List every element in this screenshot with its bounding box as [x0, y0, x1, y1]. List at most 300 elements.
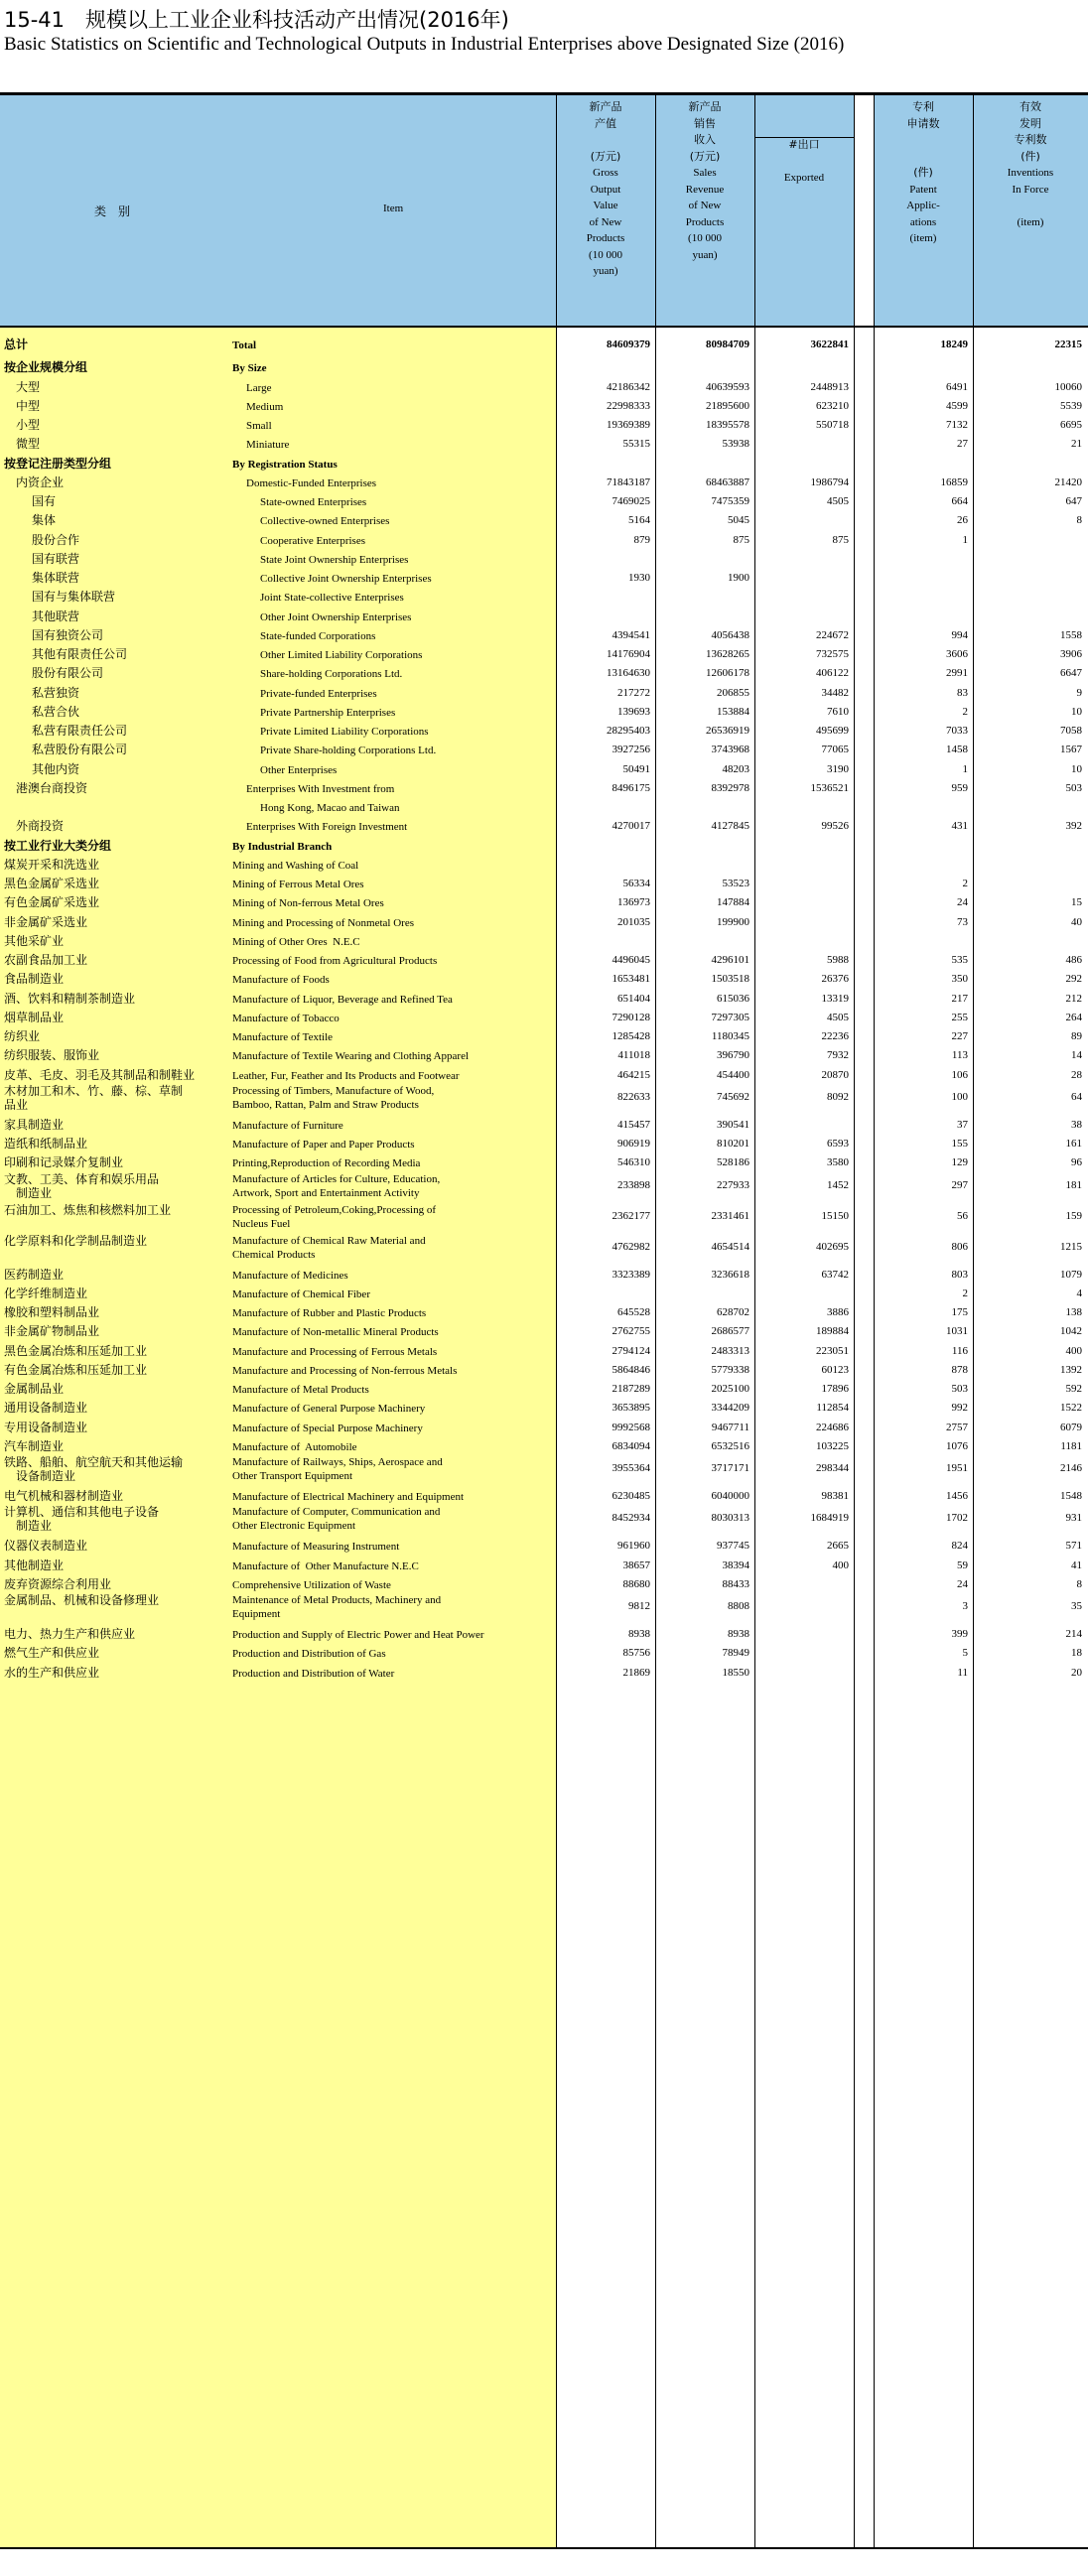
- table-row: [0, 1266, 1088, 1285]
- row-label-en: Joint State-collective Enterprises: [260, 592, 404, 605]
- table-row: [0, 397, 1088, 416]
- cell-value: 297: [951, 1178, 968, 1191]
- row-label-cn: 家具制造业: [4, 1117, 65, 1132]
- row-label-en: Cooperative Enterprises: [260, 534, 365, 547]
- row-label-cn: 有色金属冶炼和压延加工业: [4, 1362, 148, 1377]
- row-label-en: Total: [232, 339, 257, 351]
- row-label-en: Processing of Petroleum,Coking,Processing of Nucleus Fuel: [232, 1203, 437, 1230]
- cell-value: 24: [957, 1577, 968, 1590]
- cell-value: 227: [951, 1030, 968, 1042]
- cell-value: 21420: [1054, 475, 1082, 488]
- row-label-cn: 橡胶和塑料制品业: [4, 1305, 100, 1319]
- row-label-cn: 非金属矿物制品业: [4, 1324, 100, 1339]
- cell-value: 7058: [1060, 725, 1082, 737]
- cell-value: 1702: [946, 1512, 968, 1525]
- header-line: Inventions: [1007, 167, 1054, 179]
- cell-value: 732575: [816, 648, 849, 660]
- table-row: [0, 550, 1088, 569]
- cell-value: 9812: [628, 1600, 650, 1612]
- cell-value: 40: [1071, 915, 1082, 928]
- header-line: 销售: [694, 116, 716, 130]
- row-label-cn: 集体: [32, 513, 57, 528]
- header-line: (件): [1020, 149, 1040, 163]
- table-row: [0, 951, 1088, 970]
- row-label-en: Manufacture of Medicines: [232, 1269, 348, 1282]
- cell-value: 1536521: [810, 781, 849, 794]
- cell-value: 189884: [816, 1325, 849, 1338]
- header-col-gross-output: [556, 95, 655, 326]
- row-label-cn: 医药制造业: [4, 1267, 65, 1282]
- row-label-en: Manufacture of Chemical Raw Material and Chemical Products: [232, 1234, 426, 1261]
- row-label-en: Private Share-holding Corporations Ltd.: [260, 745, 437, 757]
- cell-value: 8808: [728, 1600, 749, 1612]
- cell-value: 8938: [628, 1628, 650, 1640]
- table-row: [0, 798, 1088, 817]
- cell-value: 6230485: [612, 1490, 650, 1502]
- cell-value: 1986794: [810, 475, 849, 488]
- header-line: (item): [909, 232, 937, 244]
- row-label-cn: 印刷和记录媒介复制业: [4, 1155, 124, 1170]
- cell-value: 4270017: [612, 820, 650, 833]
- header-line: Exported: [783, 172, 825, 184]
- cell-value: 7033: [946, 725, 968, 737]
- table-row: [0, 1361, 1088, 1380]
- cell-value: 35: [1071, 1600, 1082, 1612]
- cell-value: 206855: [717, 686, 749, 699]
- header-line: yuan): [593, 265, 618, 277]
- cell-value: 15150: [821, 1209, 849, 1222]
- table-row: [0, 856, 1088, 875]
- cell-value: 2331461: [711, 1209, 749, 1222]
- cell-value: 3743968: [711, 744, 749, 756]
- cell-value: 3717171: [711, 1462, 749, 1474]
- cell-value: 17896: [821, 1383, 849, 1395]
- cell-value: 2: [962, 878, 968, 889]
- cell-value: 1181: [1060, 1439, 1082, 1452]
- row-label-cn: 内资企业: [16, 475, 65, 489]
- cell-value: 161: [1065, 1138, 1082, 1150]
- table-row: [0, 664, 1088, 683]
- cell-value: 1452: [827, 1178, 849, 1191]
- cell-value: 217: [951, 992, 968, 1005]
- cell-value: 212: [1065, 992, 1082, 1005]
- row-label-cn: 按工业行业大类分组: [4, 838, 112, 853]
- cell-value: 961960: [617, 1540, 650, 1553]
- header-line: (万元): [590, 149, 621, 163]
- row-label-en: Other Limited Liability Corporations: [260, 649, 423, 661]
- row-label-cn: 私营股份有限公司: [32, 743, 128, 757]
- row-label-cn: 股份合作: [32, 532, 80, 547]
- table-row: [0, 1419, 1088, 1437]
- row-label-en: State Joint Ownership Enterprises: [260, 553, 409, 566]
- cell-value: 7475359: [711, 495, 749, 507]
- cell-value: 22998333: [607, 399, 650, 412]
- cell-value: 390541: [717, 1118, 749, 1131]
- cell-value: 396790: [717, 1049, 749, 1062]
- row-label-cn: 电力、热力生产和供应业: [4, 1627, 136, 1641]
- cell-value: 73: [957, 915, 968, 928]
- header-line: (10 000: [688, 232, 722, 244]
- header-line: [754, 154, 854, 171]
- cell-value: 879: [633, 533, 650, 546]
- table-row: [0, 970, 1088, 989]
- row-label-en: Collective Joint Ownership Enterprises: [260, 573, 432, 585]
- cell-value: 495699: [816, 725, 849, 737]
- cell-value: 14176904: [607, 648, 650, 660]
- table-row: [0, 1399, 1088, 1418]
- table-row: [0, 1235, 1088, 1262]
- table-row: [0, 741, 1088, 759]
- table-row: [0, 1322, 1088, 1341]
- cell-value: 103225: [816, 1439, 849, 1452]
- cell-value: 592: [1065, 1383, 1082, 1395]
- table-row: [0, 913, 1088, 932]
- row-label-en: Manufacture of Paper and Paper Products: [232, 1139, 415, 1151]
- cell-value: 2: [962, 1287, 968, 1299]
- row-label-cn: 其他内资: [32, 761, 80, 776]
- row-label-en: State-funded Corporations: [260, 629, 376, 642]
- cell-value: 4394541: [612, 628, 650, 641]
- table-row: [0, 1380, 1088, 1399]
- row-label-cn: 铁路、船舶、航空航天和其他运输 设备制造业: [4, 1455, 184, 1483]
- cell-value: 199900: [717, 915, 749, 928]
- cell-value: 8392978: [711, 781, 749, 794]
- cell-value: 8030313: [711, 1512, 749, 1525]
- cell-value: 21869: [622, 1666, 650, 1679]
- cell-value: 1684919: [810, 1512, 849, 1525]
- row-label-cn: 金属制品、机械和设备修理业: [4, 1593, 160, 1607]
- table-row: [0, 1173, 1088, 1200]
- cell-value: 647: [1065, 495, 1082, 507]
- cell-value: 1042: [1060, 1325, 1082, 1338]
- cell-value: 4: [1076, 1287, 1082, 1299]
- row-label-cn: 国有联营: [32, 551, 80, 566]
- column-divider: [655, 95, 656, 2547]
- row-label-cn: 纺织业: [4, 1029, 41, 1043]
- cell-value: 214: [1065, 1628, 1082, 1640]
- cell-value: 1079: [1060, 1268, 1082, 1281]
- cell-value: 223051: [816, 1344, 849, 1357]
- cell-value: 42186342: [607, 380, 650, 393]
- cell-value: 3927256: [612, 744, 650, 756]
- cell-value: 26536919: [706, 725, 749, 737]
- row-label-en: Manufacture of Furniture: [232, 1119, 343, 1132]
- cell-value: 224672: [816, 628, 849, 641]
- cell-value: 83: [957, 686, 968, 699]
- cell-value: 2762755: [612, 1325, 650, 1338]
- table-row: [0, 1153, 1088, 1172]
- table-row: [0, 1437, 1088, 1456]
- cell-value: 1458: [946, 744, 968, 756]
- cell-value: 96: [1071, 1156, 1082, 1169]
- cell-value: 402695: [816, 1240, 849, 1253]
- cell-value: 4599: [946, 399, 968, 412]
- cell-value: 937745: [717, 1540, 749, 1553]
- cell-value: 15: [1071, 896, 1082, 909]
- cell-value: 38: [1071, 1118, 1082, 1131]
- row-label-cn: 纺织服装、服饰业: [4, 1048, 100, 1063]
- row-label-cn: 酒、饮料和精制茶制造业: [4, 991, 136, 1006]
- table-row: [0, 1575, 1088, 1594]
- cell-value: 4762982: [612, 1240, 650, 1253]
- row-label-cn: 烟草制品业: [4, 1010, 65, 1024]
- table-row: [0, 1135, 1088, 1153]
- row-label-cn: 微型: [16, 437, 41, 452]
- table-row: [0, 1456, 1088, 1483]
- table-row: [0, 893, 1088, 912]
- cell-value: 6079: [1060, 1421, 1082, 1433]
- cell-value: 3: [962, 1600, 968, 1612]
- row-label-en: Mining of Other Ores N.E.C: [232, 935, 360, 948]
- cell-value: 98381: [821, 1490, 849, 1502]
- header-col-patent-applications: [874, 95, 973, 326]
- cell-value: 503: [951, 1383, 968, 1395]
- row-label-en: Manufacture of Measuring Instrument: [232, 1541, 400, 1554]
- header-line: [556, 132, 655, 149]
- table-row: [0, 760, 1088, 779]
- cell-value: 63742: [821, 1268, 849, 1281]
- row-label-cn: 电气机械和器材制造业: [4, 1489, 124, 1503]
- header-line: Output: [590, 183, 621, 196]
- header-line: Patent: [909, 183, 937, 196]
- cell-value: 113: [951, 1049, 968, 1062]
- cell-value: 155: [951, 1138, 968, 1150]
- cell-value: 99526: [821, 820, 849, 833]
- row-label-cn: 其他采矿业: [4, 933, 65, 948]
- column-divider: [854, 95, 855, 2547]
- row-label-en: Other Joint Ownership Enterprises: [260, 610, 412, 623]
- table-row: [0, 569, 1088, 588]
- cell-value: 71843187: [607, 475, 650, 488]
- column-divider: [973, 95, 974, 2547]
- cell-value: 1558: [1060, 628, 1082, 641]
- header-line: Applic-: [906, 200, 940, 211]
- cell-value: 4296101: [711, 954, 749, 966]
- table-title-english: Basic Statistics on Scientific and Technological Outputs in Industrial Enterprises above Designated Size (2016): [4, 34, 845, 55]
- cell-value: 40639593: [706, 380, 749, 393]
- row-label-cn: 燃气生产和供应业: [4, 1646, 100, 1661]
- row-label-en: Private Partnership Enterprises: [260, 706, 396, 719]
- cell-value: 28295403: [607, 725, 650, 737]
- cell-value: 16859: [940, 475, 968, 488]
- row-label-en: Printing,Reproduction of Recording Media: [232, 1157, 421, 1170]
- cell-value: 38657: [622, 1559, 650, 1571]
- row-label-cn: 化学原料和化学制品制造业: [4, 1233, 148, 1248]
- cell-value: 2146: [1060, 1462, 1082, 1474]
- row-label-en: Other Enterprises: [260, 763, 338, 776]
- cell-value: 803: [951, 1268, 968, 1281]
- header-line: Value: [593, 200, 618, 211]
- cell-value: 8496175: [612, 781, 650, 794]
- table-row: [0, 1085, 1088, 1112]
- cell-value: 1653481: [612, 973, 650, 986]
- cell-value: 20: [1071, 1666, 1082, 1679]
- cell-value: 528186: [717, 1156, 749, 1169]
- row-label-cn: 仪器仪表制造业: [4, 1539, 88, 1554]
- cell-value: 628702: [717, 1306, 749, 1318]
- cell-value: 21: [1071, 438, 1082, 451]
- cell-value: 1031: [946, 1325, 968, 1338]
- cell-value: 1930: [628, 572, 650, 584]
- table-row: [0, 588, 1088, 607]
- cell-value: 13628265: [706, 648, 749, 660]
- table-row: [0, 358, 1088, 377]
- row-label-cn: 废弃资源综合利用业: [4, 1576, 112, 1591]
- cell-value: 810201: [717, 1138, 749, 1150]
- row-label-en: Enterprises With Investment from: [246, 782, 395, 795]
- row-label-cn: 总计: [4, 338, 29, 351]
- header-line: Sales: [693, 167, 717, 179]
- row-label-en: Manufacture of Special Purpose Machinery: [232, 1422, 423, 1434]
- cell-value: 1076: [946, 1439, 968, 1452]
- row-label-cn: 农副食品加工业: [4, 953, 88, 967]
- header-line: [874, 132, 973, 149]
- cell-value: 415457: [617, 1118, 650, 1131]
- cell-value: 486: [1065, 954, 1082, 966]
- cell-value: 264: [1065, 1011, 1082, 1023]
- cell-value: 136973: [617, 896, 650, 909]
- row-label-en: By Registration Status: [232, 458, 338, 471]
- cell-value: 822633: [617, 1090, 650, 1103]
- cell-value: 41: [1071, 1559, 1082, 1571]
- row-label-en: Manufacture of Railways, Ships, Aerospace and Other Transport Equipment: [232, 1456, 443, 1482]
- cell-value: 201035: [617, 915, 650, 928]
- row-label-en: Production and Supply of Electric Power and Heat Power: [232, 1629, 484, 1641]
- cell-value: 2448913: [810, 380, 849, 393]
- header-line: (万元): [689, 149, 721, 163]
- cell-value: 227933: [717, 1178, 749, 1191]
- cell-value: 4496045: [612, 954, 650, 966]
- row-label-en: Manufacture of Rubber and Plastic Products: [232, 1307, 427, 1319]
- row-label-cn: 石油加工、炼焦和核燃料加工业: [4, 1202, 172, 1217]
- row-label-en: Share-holding Corporations Ltd.: [260, 668, 403, 681]
- row-label-en: Manufacture of Non-metallic Mineral Products: [232, 1326, 439, 1339]
- row-label-en: Manufacture of Computer, Communication and Other Electronic Equipment: [232, 1506, 441, 1533]
- cell-value: 464215: [617, 1068, 650, 1081]
- cell-value: 824: [951, 1540, 968, 1553]
- cell-value: 1: [962, 762, 968, 775]
- cell-value: 1567: [1060, 744, 1082, 756]
- header-line: Revenue: [685, 183, 725, 196]
- header-spacer: [854, 95, 874, 326]
- row-label-cn: 文教、工美、体育和娱乐用品 制造业: [4, 1171, 160, 1200]
- cell-value: 9: [1076, 686, 1082, 699]
- row-label-cn: 化学纤维制造业: [4, 1286, 88, 1300]
- cell-value: 875: [832, 533, 849, 546]
- cell-value: 2483313: [711, 1344, 749, 1357]
- table-row: [0, 1537, 1088, 1556]
- table-body: [0, 328, 1088, 2547]
- cell-value: 1522: [1060, 1402, 1082, 1415]
- cell-value: 13319: [821, 992, 849, 1005]
- table-row: [0, 416, 1088, 435]
- row-label-en: Manufacture and Processing of Non-ferrous Metals: [232, 1364, 458, 1377]
- row-label-en: Manufacture of General Purpose Machinery: [232, 1403, 426, 1416]
- row-label-cn: 私营合伙: [32, 704, 80, 719]
- row-label-en: Processing of Food from Agricultural Products: [232, 955, 438, 967]
- cell-value: 664: [951, 495, 968, 507]
- cell-value: 48203: [722, 762, 749, 775]
- cell-value: 255: [951, 1011, 968, 1023]
- table-row: [0, 990, 1088, 1009]
- table-row: [0, 531, 1088, 550]
- cell-value: 6532516: [711, 1439, 749, 1452]
- cell-value: 2665: [827, 1540, 849, 1553]
- cell-value: 84609379: [607, 339, 650, 350]
- cell-value: 147884: [717, 896, 749, 909]
- header-line: [973, 198, 1088, 214]
- row-label-cn: 计算机、通信和其他电子设备 制造业: [4, 1505, 160, 1534]
- cell-value: 5988: [827, 954, 849, 966]
- row-label-cn: 非金属矿采选业: [4, 914, 88, 929]
- cell-value: 22236: [821, 1030, 849, 1042]
- cell-value: 5779338: [711, 1363, 749, 1376]
- table-row: [0, 1027, 1088, 1046]
- row-label-en: Manufacture of Electrical Machinery and Equipment: [232, 1491, 465, 1503]
- row-label-en: Manufacture of Liquor, Beverage and Refined Tea: [232, 993, 453, 1006]
- row-label-cn: 外商投资: [16, 819, 65, 834]
- row-label-cn: 金属制品业: [4, 1382, 65, 1396]
- cell-value: 18: [1071, 1647, 1082, 1660]
- cell-value: 22315: [1054, 339, 1082, 350]
- cell-value: 806: [951, 1240, 968, 1253]
- cell-value: 745692: [717, 1090, 749, 1103]
- row-label-en: Private Limited Liability Corporations: [260, 726, 429, 738]
- row-label-en: Processing of Timbers, Manufacture of Wood, Bamboo, Rattan, Palm and Straw Products: [232, 1084, 435, 1111]
- cell-value: 2187289: [612, 1383, 650, 1395]
- header-line: 新产品: [688, 100, 722, 113]
- table-row: [0, 1116, 1088, 1135]
- cell-value: 224686: [816, 1421, 849, 1433]
- cell-value: 400: [832, 1559, 849, 1571]
- cell-value: 7610: [827, 705, 849, 718]
- cell-value: 38394: [722, 1559, 749, 1571]
- cell-value: 7469025: [612, 495, 650, 507]
- row-label-en: Large: [246, 381, 272, 394]
- cell-value: 28: [1071, 1068, 1082, 1081]
- cell-value: 50491: [622, 762, 650, 775]
- column-divider: [874, 95, 875, 2547]
- row-label-cn: 小型: [16, 418, 41, 432]
- header-line: 专利: [912, 100, 934, 113]
- table-row: [0, 1009, 1088, 1027]
- cell-value: 27: [957, 438, 968, 451]
- cell-value: 2757: [946, 1421, 968, 1433]
- row-label-cn: 股份有限公司: [32, 666, 104, 681]
- cell-value: 6695: [1060, 419, 1082, 431]
- cell-value: 56334: [622, 878, 650, 889]
- row-label-cn: 水的生产和供应业: [4, 1665, 100, 1680]
- row-label-en: Leather, Fur, Feather and Its Products and Footwear: [232, 1069, 460, 1082]
- cell-value: 6834094: [612, 1439, 650, 1452]
- row-label-en: Manufacture of Other Manufacture N.E.C: [232, 1559, 419, 1572]
- cell-value: 7297305: [711, 1011, 749, 1023]
- cell-value: 64: [1071, 1090, 1082, 1103]
- row-label-en: Production and Distribution of Gas: [232, 1648, 386, 1661]
- cell-value: 5: [962, 1647, 968, 1660]
- row-label-cn: 食品制造业: [4, 972, 65, 987]
- header-line: 产值: [595, 116, 616, 130]
- cell-value: 19369389: [607, 419, 650, 431]
- header-line: (件): [913, 166, 933, 179]
- table-row: [0, 1066, 1088, 1085]
- header-line: Gross: [593, 167, 618, 179]
- cell-value: 3606: [946, 648, 968, 660]
- table-row: [0, 608, 1088, 626]
- cell-value: 400: [1065, 1344, 1082, 1357]
- header-line: #出口: [788, 138, 820, 151]
- column-divider: [754, 95, 755, 2547]
